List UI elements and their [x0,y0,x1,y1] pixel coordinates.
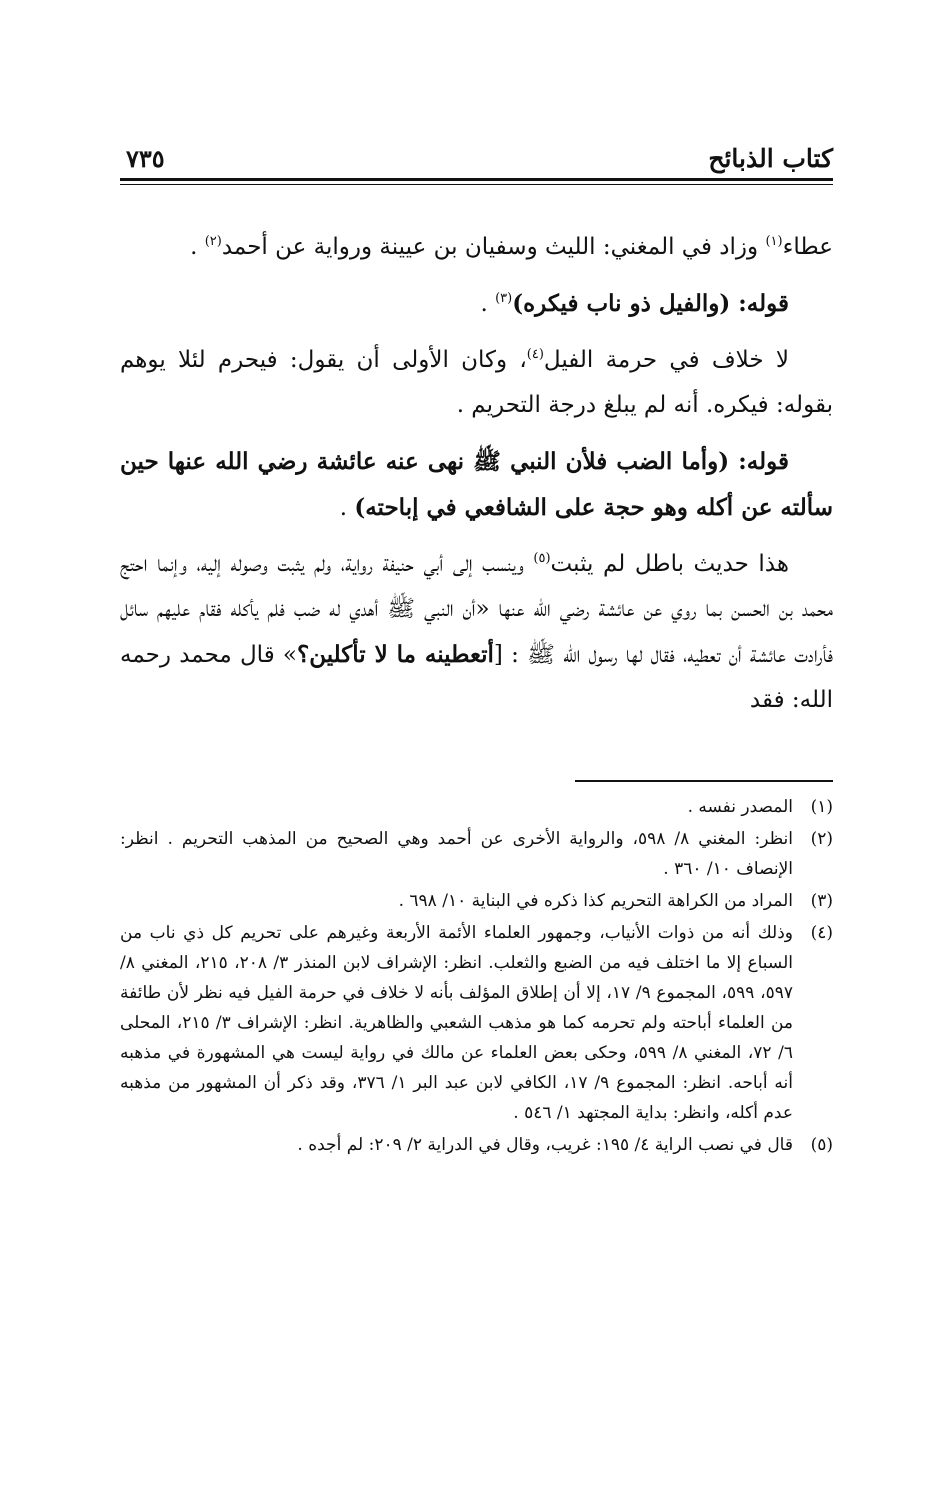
running-title: كتاب الذبائح [708,144,833,173]
paragraph-2 [120,281,833,327]
footnote-ref-1: (١) [765,234,783,249]
paragraph-5 [120,542,833,723]
p3-text-a: لا خلاف في حرمة الفيل [543,347,789,373]
p5-text-b: وينسب إلى أبي حنيفة رواية، ولم يثبت وصوله إليه، وإنما احتج محمد بن الحسن بما روي عن عائشة رضي الله عنها «أن النبي ﷺ أهدي له ضب فلم يأكله فقام عليهم سائل فأرادت عائشة أن تعطيه، فقال لها رسول الله ﷺ : [ [120,551,833,668]
paragraph-1 [120,225,833,270]
p2-end: . [480,291,496,317]
p5-text-a: هذا حديث باطل لم يثبت [550,551,789,577]
footnote-1 [120,792,833,822]
footnote-text: المراد من الكراهة التحريم كذا ذكره في البناية ١٠/ ٦٩٨ . [398,891,793,911]
header-rule-thick [120,178,833,181]
footnote-number: (٣) [810,891,833,911]
p5-text-c: » قال محمد رحمه الله: فقد [120,642,833,713]
p1-text-c: . [190,234,205,260]
paragraph-4 [120,439,833,531]
p2-label: قوله: [730,290,789,317]
p4-label: قوله: [729,448,789,475]
footnote-number: (٤) [810,923,833,943]
footnote-text: قال في نصب الراية ٤/ ١٩٥: غريب، وقال في الدراية ٢/ ٢٠٩: لم أجده . [297,1135,793,1155]
p1-text-b: وزاد في المغني: الليث وسفيان بن عيينة ورواية عن أحمد [221,234,766,260]
p3-text-b: ، وكان الأولى أن يقول: فيحرم لئلا يوهم بقوله: فيكره. أنه لم يبلغ درجة التحريم . [120,347,833,418]
footnote-number: (٥) [810,1135,833,1155]
footnote-text: المصدر نفسه . [687,797,793,817]
footnote-ref-3: (٣) [495,291,513,306]
footnote-separator [575,780,833,782]
p4-end: . [339,495,355,521]
footnote-number: (٢) [810,829,833,849]
header-rule-thin [120,184,833,185]
p1-text-a: عطاء [782,234,833,260]
footnote-5 [120,1130,833,1160]
footnote-ref-5: (٥) [533,551,551,566]
p5-quote: أتعطينه ما لا تأكلين؟ [297,641,494,668]
main-text [120,225,833,734]
footnote-number: (١) [810,797,833,817]
footnote-text: انظر: المغني ٨/ ٥٩٨، والرواية الأخرى عن أحمد وهي الصحيح من المذهب التحريم . انظر: الإنصاف ١٠/ ٣٦٠ . [120,829,794,879]
footnote-ref-2: (٢) [204,234,222,249]
paragraph-3 [120,338,833,428]
footnote-2 [120,824,833,884]
p2-quote: (والفيل ذو ناب فيكره) [512,290,731,317]
footnote-4 [120,918,833,1128]
p4-quote: (وأما الضب فلأن النبي ﷺ نهى عنه عائشة رضي الله عنها حين سألته عن أكله وهو حجة على الشافعي في إباحته) [120,448,833,521]
footnote-ref-4: (٤) [526,347,544,362]
footnote-text: وذلك أنه من ذوات الأنياب، وجمهور العلماء الأئمة الأربعة وغيرهم على تحريم كل ذي ناب من السباع إلا ما اختلف فيه من الضبع والثعلب. انظر: الإشراف لابن المنذر ٣/ ٢٠٨، ٢١٥، المغني ٨/ ٥٩٧، ٥٩٩، المجموع ٩/ ١٧، إلا أن إطلاق المؤلف بأنه لا خلاف في حرمة الفيل فيه نظر لأن طائفة من العلماء أباحته ولم تحرمه كما هو مذهب الشعبي والظاهرية. انظر: الإشراف ٣/ ٢١٥، المحلى ٦/ ٧٢، المغني ٨/ ٥٩٩، وحكى بعض العلماء عن مالك في رواية ليست هي المشهورة في مذهبه أنه أباحه. انظر: المجموع ٩/ ١٧، الكافي لابن عبد البر ١/ ٣٧٦، وقد ذكر أن المشهور من مذهبه عدم أكله، وانظر: بداية المجتهد ١/ ٥٤٦ . [120,923,794,1123]
footnotes [120,792,833,1162]
footnote-3 [120,886,833,916]
page-number: ٧٣٥ [126,144,165,173]
page-header [120,140,833,180]
